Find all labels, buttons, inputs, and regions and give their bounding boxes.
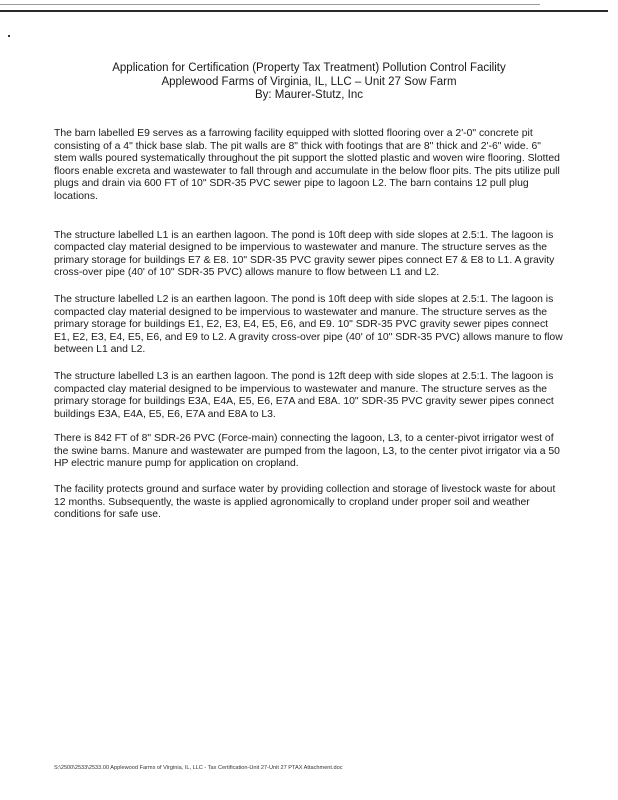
document-header — [0, 62, 618, 103]
scan-speck — [8, 35, 10, 37]
paragraph-lagoon-l1: The structure labelled L1 is an earthen lagoon. The pond is 10ft deep with side slopes at 2.5:1. The lagoon is compacted clay material designed to be impervious to wastewater and manure. The structure serves as the primary storage for buildings E7 & E8. 10" SDR-35 PVC gravity sewer pipes connect E7 & E8 to L1. A gravity cross-over pipe (40' of 10" SDR-35 PVC) allows manure to flow between L1 and L2. — [54, 229, 555, 279]
fax-transmission-rule — [0, 10, 608, 12]
paragraph-facility-protection: The facility protects ground and surface water by providing collection and storage of livestock waste for about 12 months. Subsequently, the waste is applied agronomically to cropland under proper soil and weather conditions for safe use. — [54, 484, 556, 521]
fax-transmission-rule-faint — [0, 4, 540, 5]
footer-file-path: S:\2500\2533\2533.00 Applewood Farms of Virginia, IL, LLC - Tax Certification-Unit 27-Unit 27 PTAX Attachment.doc — [54, 765, 343, 771]
header-facility: Applewood Farms of Virginia, IL, LLC – Unit 27 Sow Farm — [161, 75, 457, 88]
document-body — [54, 128, 564, 522]
header-author: By: Maurer-Stutz, Inc — [254, 89, 363, 101]
paragraph-lagoon-l2: The structure labelled L2 is an earthen lagoon. The pond is 10ft deep with side slopes at 2.5:1. The lagoon is compacted clay material designed to be impervious to wastewater and manure. The structure serves as the primary storage for buildings E1, E2, E3, E4, E5, E6, and E9. 10" SDR-35 PVC gravity sewer pipes connect E1, E2, E3, E4, E5, E6, and E9 to L2. A gravity cross-over pipe (40' of 10" SDR-35 PVC) allows manure to flow between L1 and L2. — [54, 293, 563, 356]
paragraph-lagoon-l3: The structure labelled L3 is an earthen lagoon. The pond is 12ft deep with side slopes at 2.5:1. The lagoon is compacted clay material designed to be impervious to wastewater and manure. The structure serves as the primary storage for buildings E3A, E4A, E5, E6, E7A and E8A. 10" SDR-35 PVC gravity sewer pipes connect buildings E3A, E4A, E5, E6, E7A and E8A to L3. — [54, 370, 554, 420]
paragraph-force-main: There is 842 FT of 8" SDR-26 PVC (Force-main) connecting the lagoon, L3, to a center-pivot irrigator west of the swine barns. Manure and wastewater are pumped from the lagoon, L3, to the center pivot irrigator via a 50 HP electric manure pump for application on cropland. — [54, 433, 560, 470]
header-title: Application for Certification (Property Tax Treatment) Pollution Control Facility — [112, 62, 506, 74]
paragraph-barn-e9: The barn labelled E9 serves as a farrowing facility equipped with slotted flooring over a 2'-0" concrete pit consisting of a 4" thick base slab. The pit walls are 8" thick with footings that are 8" thick and 2'-6" wide. 6" stem walls poured systematically throughout the pit support the slotted plastic and woven wire flooring. Slotted floors enable excreta and wastewater to fall through and accumulate in the below floor pits. The pits utilize pull plugs and drain via 600 FT of 10" SDR-35 PVC sewer pipe to lagoon L2. The barn contains 12 pull plug locations. — [54, 128, 560, 202]
